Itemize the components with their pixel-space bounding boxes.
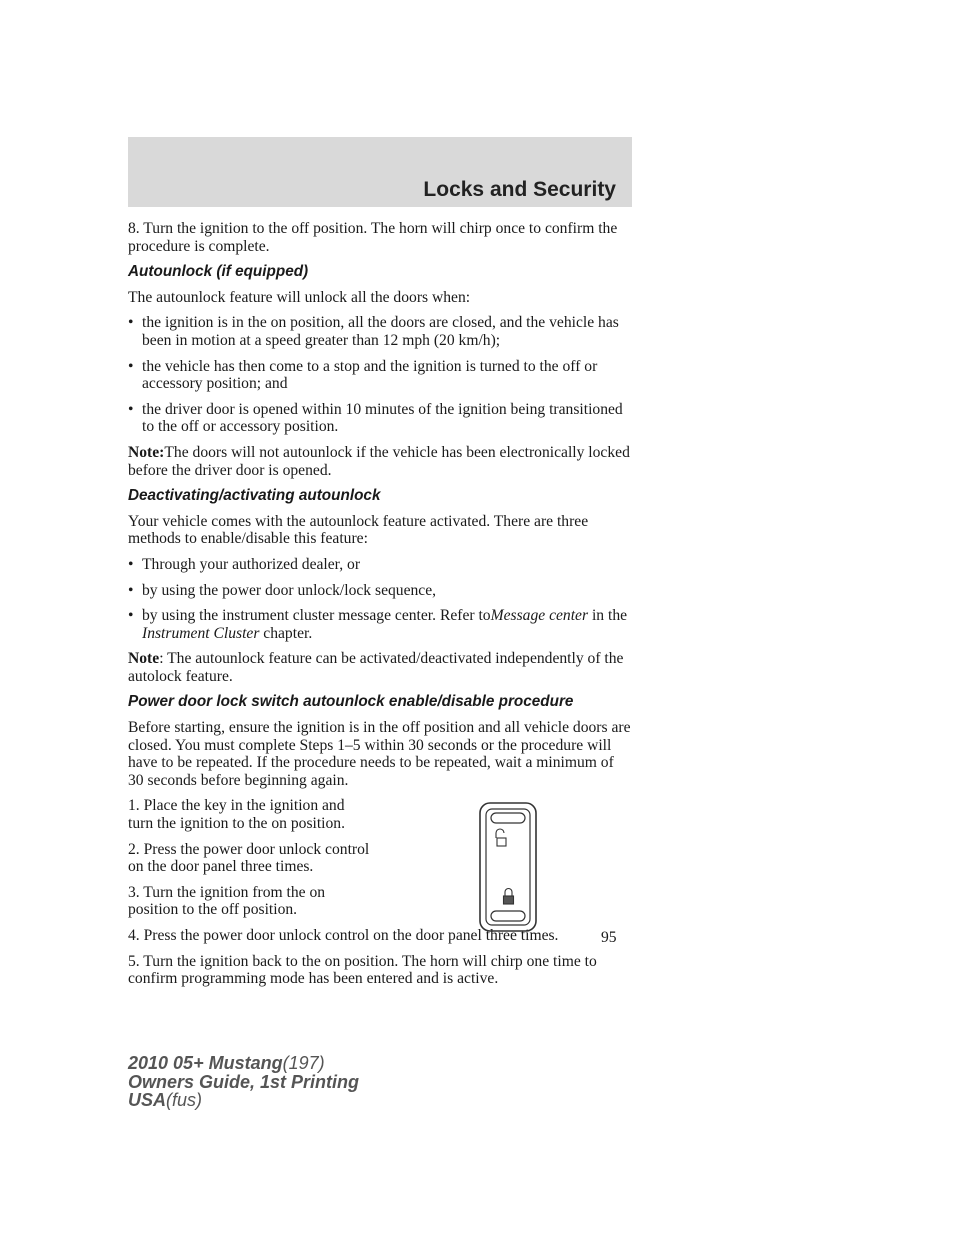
deactivating-lead: Your vehicle comes with the autounlock feature activated. There are three methods to enable/disable this feature:	[128, 512, 589, 548]
section-header-band	[128, 137, 632, 207]
bullet-icon: •	[128, 357, 134, 375]
lock-icon	[504, 889, 514, 905]
footer-guide: Owners Guide, 1st Printing	[128, 1071, 360, 1092]
message-center-ref: Message center	[490, 607, 589, 625]
list-item-text: the vehicle has then come to a stop and the ignition is turned to the off or accessory position; and	[142, 357, 598, 393]
list-item-text: the ignition is in the on position, all the doors are closed, and the vehicle has been in motion at a speed greater than 12 mph (20 km/h);	[142, 314, 619, 349]
deactivating-note	[128, 650, 632, 685]
bullet-icon: •	[128, 400, 134, 418]
note-text: : The autounlock feature can be activated/deactivated independently of the autolock feature.	[128, 650, 624, 685]
page-content	[128, 220, 632, 996]
autounlock-heading: Autounlock (if equipped)	[128, 263, 309, 281]
list-item-text: by using the power door unlock/lock sequence,	[142, 581, 437, 599]
bullet-icon: •	[128, 581, 134, 599]
autounlock-note	[128, 444, 632, 479]
footer-model: 2010 05+ Mustang	[128, 1053, 283, 1073]
list-item	[128, 607, 632, 642]
bullet-icon: •	[128, 607, 134, 625]
procedure-step: 2. Press the power door unlock control on the door panel three times.	[128, 840, 370, 876]
list-item	[128, 401, 632, 436]
unlock-icon	[496, 829, 506, 846]
bullet-icon: •	[128, 314, 134, 332]
list-item	[128, 358, 632, 393]
door-lock-switch-figure	[478, 801, 538, 933]
page-number: 95	[601, 929, 617, 946]
procedure-step: 4. Press the power door unlock control on the door panel three times.	[128, 927, 559, 944]
footer-market-code: (fus)	[166, 1090, 203, 1110]
footer-model-code: (197)	[282, 1053, 325, 1073]
procedure-step: 5. Turn the ignition back to the on position. The horn will chirp one time to confirm programming mode has been entered and is active.	[128, 952, 597, 988]
list-item	[128, 582, 632, 600]
note-label: Note	[128, 650, 160, 668]
procedure-step: 1. Place the key in the ignition and turn the ignition to the on position.	[128, 797, 346, 833]
instrument-cluster-ref: Instrument Cluster	[142, 624, 260, 642]
procedure-step: 3. Turn the ignition from the on position to the off position.	[128, 883, 326, 919]
procedure-lead: Before starting, ensure the ignition is in the off position and all vehicle doors are closed. You must complete Steps 1–5 within 30 seconds or the procedure will have to be repeated. If the procedure needs to be repeated, wait a minimum of 30 seconds before beginning again.	[128, 719, 631, 789]
list-item	[128, 314, 632, 349]
footer-imprint	[128, 1054, 359, 1110]
section-title: Locks and Security	[423, 178, 616, 201]
list-item-text: Through your authorized dealer, or	[142, 555, 361, 573]
list-item-text	[142, 607, 627, 642]
bullet-text-part: by using the instrument cluster message center. Refer to	[142, 607, 491, 625]
note-label: Note:	[128, 443, 165, 461]
note-text: The doors will not autounlock if the vehicle has been electronically locked before the driver door is opened.	[128, 443, 630, 479]
bullet-icon: •	[128, 555, 134, 573]
bullet-text-part: in the	[591, 607, 628, 625]
procedure-heading: Power door lock switch autounlock enable/disable procedure	[128, 693, 574, 711]
list-item-text: the driver door is opened within 10 minutes of the ignition being transitioned to the off or accessory position.	[142, 400, 623, 436]
footer-market: USA	[128, 1090, 167, 1110]
bullet-text-part: chapter.	[263, 624, 313, 642]
autounlock-lead: The autounlock feature will unlock all the doors when:	[128, 288, 471, 306]
deactivating-heading: Deactivating/activating autounlock	[128, 487, 381, 505]
list-item	[128, 556, 632, 574]
step-8-paragraph: 8. Turn the ignition to the off position. The horn will chirp once to confirm the procedure is complete.	[128, 220, 618, 255]
procedure-steps	[128, 797, 632, 987]
